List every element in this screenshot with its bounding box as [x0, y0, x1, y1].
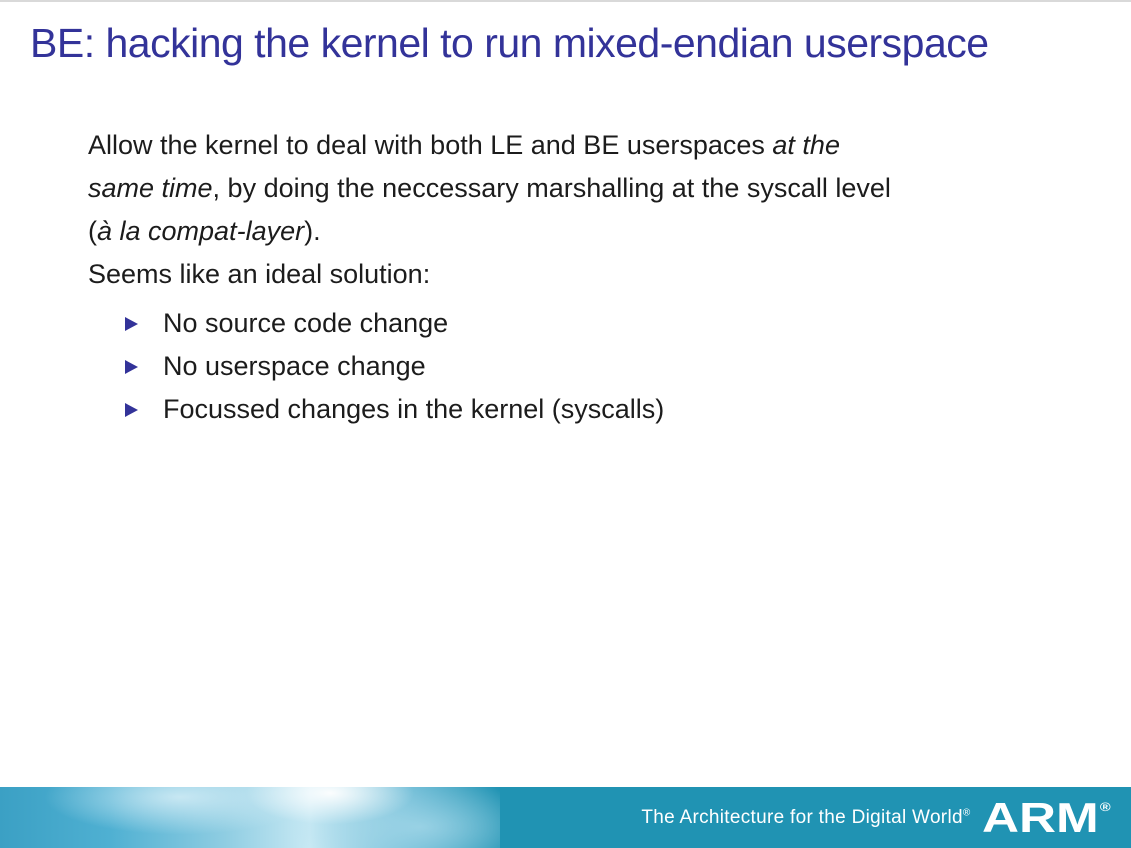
- bullet-text: No userspace change: [163, 351, 426, 381]
- body-text: , by doing the neccessary marshalling at the syscall level: [212, 173, 891, 203]
- body-text: Allow the kernel to deal with both LE and BE userspaces: [88, 130, 773, 160]
- arm-logo: [981, 793, 1111, 841]
- body-text-italic: à la compat-layer: [97, 216, 305, 246]
- bullet-triangle-icon: [125, 403, 138, 417]
- bullet-text: No source code change: [163, 308, 449, 338]
- bullet-triangle-icon: [125, 317, 138, 331]
- bullet-triangle-icon: [125, 360, 138, 374]
- body-line: [88, 253, 891, 296]
- bullet-item: [88, 345, 891, 388]
- footer-bar: [0, 787, 1131, 848]
- bullet-item: [88, 388, 891, 431]
- body-line: [88, 124, 891, 167]
- body-line: [88, 210, 891, 253]
- registered-mark-icon: ®: [962, 807, 971, 819]
- bullet-text: Focussed changes in the kernel (syscalls): [163, 394, 665, 424]
- footer-globe-art: [0, 787, 500, 848]
- slide-body: [88, 124, 891, 431]
- slide-title: BE: hacking the kernel to run mixed-endian userspace: [30, 20, 989, 66]
- body-line: [88, 167, 891, 210]
- arm-logo-text: ARM: [981, 793, 1099, 841]
- footer-tagline-text: The Architecture for the Digital World: [641, 806, 963, 828]
- registered-mark-icon: ®: [1099, 799, 1111, 814]
- body-text-italic: same time: [88, 173, 213, 203]
- body-text-italic: at the: [772, 130, 840, 160]
- body-text: (: [88, 216, 97, 246]
- body-text: ).: [304, 216, 321, 246]
- footer-tagline: [641, 807, 970, 829]
- bullet-item: [88, 302, 891, 345]
- bullet-list: [88, 302, 891, 431]
- body-text: Seems like an ideal solution:: [88, 259, 431, 289]
